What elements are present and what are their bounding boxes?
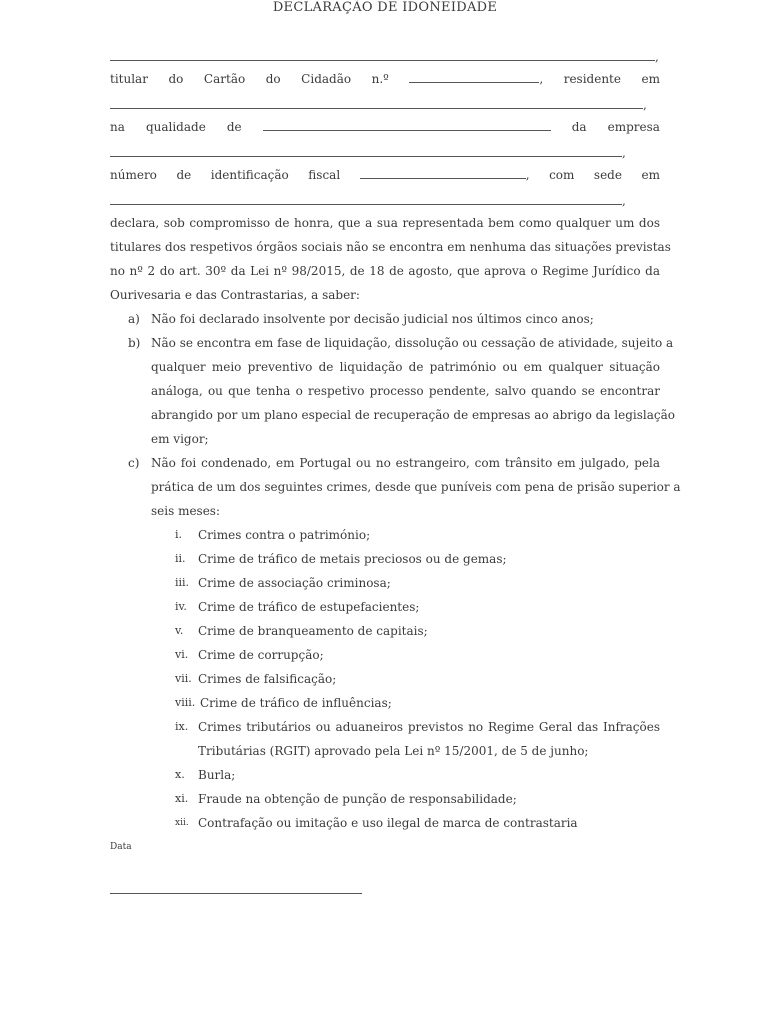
row-word: titular — [110, 72, 148, 86]
row-word: do — [168, 72, 184, 86]
row-word: da — [571, 120, 587, 134]
crime-marker: vii. — [175, 672, 192, 685]
row-word: de — [176, 168, 192, 182]
item-marker: c) — [128, 456, 140, 470]
crime-marker: vi. — [175, 648, 189, 661]
item-line: prática de um dos seguintes crimes, desde que puníveis com pena de prisão superior a — [151, 480, 681, 494]
signature-line[interactable] — [110, 893, 362, 894]
item-marker: a) — [128, 312, 140, 326]
crime-item: Fraude na obtenção de punção de responsabilidade; — [198, 792, 517, 806]
crime-item: Crime de tráfico de influências; — [200, 696, 392, 710]
row-word: qualidade — [145, 120, 206, 134]
item-line: qualquer meio preventivo de liquidação de património ou em qualquer situação — [151, 360, 660, 374]
declaration-paragraph — [110, 211, 671, 307]
item-line: seis meses: — [151, 504, 221, 518]
row-word: com — [549, 168, 575, 182]
crime-marker: xi. — [175, 792, 189, 805]
crime-item: Crime de tráfico de metais preciosos ou de gemas; — [198, 552, 507, 566]
crime-marker: i. — [175, 528, 183, 541]
paragraph-line: declara, sob compromisso de honra, que a sua representada bem como qualquer um dos — [110, 216, 660, 230]
crime-item: Crime de corrupção; — [198, 648, 324, 662]
item-line: abrangido por um plano especial de recuperação de empresas ao abrigo da legislação — [151, 408, 675, 422]
item-line: Não foi condenado, em Portugal ou no estrangeiro, com trânsito em julgado, pela — [151, 456, 660, 470]
tax-id-field[interactable]: , — [360, 167, 530, 183]
row-word: Cartão — [203, 72, 246, 86]
capacity-row — [110, 119, 660, 135]
row-word: identificação — [210, 168, 289, 182]
crime-marker: x. — [175, 768, 185, 781]
row-word: empresa — [607, 120, 660, 134]
row-word: sede — [593, 168, 622, 182]
crime-item: Crimes contra o património; — [198, 528, 371, 542]
row-word: na — [110, 120, 125, 134]
crime-item: Crimes de falsificação; — [198, 672, 337, 686]
crime-item: Crime de tráfico de estupefacientes; — [198, 600, 420, 614]
line-comma: , — [622, 146, 626, 160]
row-word: fiscal — [308, 168, 341, 182]
crime-item-line: Tributárias (RGIT) aprovado pela Lei nº 15/2001, de 5 de junho; — [198, 744, 589, 758]
crime-item: Contrafação ou imitação e uso ilegal de marca de contrastaria — [198, 816, 578, 830]
item-b-text — [151, 331, 675, 451]
capacity-field[interactable] — [263, 119, 551, 135]
line-comma: , — [622, 194, 626, 208]
item-line: análoga, ou que tenha o respetivo processo pendente, salvo quando se encontrar — [151, 384, 660, 398]
paragraph-line: no nº 2 do art. 30º da Lei nº 98/2015, de 18 de agosto, que aprova o Regime Jurídico da — [110, 264, 660, 278]
row-word: n.º — [371, 72, 389, 86]
row-word: número — [110, 168, 157, 182]
crime-marker: v. — [175, 624, 184, 637]
headquarters-field-line[interactable] — [110, 204, 622, 205]
crime-item-ix — [198, 715, 660, 763]
paragraph-line: Ourivesaria e das Contrastarias, a saber: — [110, 288, 360, 302]
company-field-line[interactable] — [110, 156, 622, 157]
item-a-text — [151, 307, 660, 331]
crime-marker: viii. — [175, 696, 196, 709]
item-marker: b) — [128, 336, 141, 350]
item-line: em vigor; — [151, 432, 209, 446]
crime-marker: iii. — [175, 576, 190, 589]
citizen-card-number-field[interactable]: , — [409, 71, 543, 87]
row-word: em — [641, 72, 660, 86]
line-comma: , — [655, 50, 659, 64]
name-field-line[interactable] — [110, 60, 655, 61]
citizen-card-row — [110, 71, 660, 87]
residence-field-line[interactable] — [110, 108, 643, 109]
crime-item: Crime de associação criminosa; — [198, 576, 391, 590]
crime-item: Burla; — [198, 768, 236, 782]
crime-marker: ix. — [175, 720, 189, 733]
item-c-text — [151, 451, 681, 523]
paragraph-line: titulares dos respetivos órgãos sociais não se encontra em nenhuma das situações previstas — [110, 240, 671, 254]
crime-marker: iv. — [175, 600, 187, 613]
crime-item: Crime de branqueamento de capitais; — [198, 624, 428, 638]
crime-marker: xii. — [175, 818, 189, 828]
date-label: Data — [110, 842, 132, 852]
item-line: Não foi declarado insolvente por decisão judicial nos últimos cinco anos; — [151, 312, 594, 326]
line-comma: , — [643, 98, 647, 112]
page-title: DECLARAÇÃO DE IDONEIDADE — [272, 0, 498, 15]
crime-item-line: Crimes tributários ou aduaneiros previstos no Regime Geral das Infrações — [198, 720, 660, 734]
row-word: do — [265, 72, 281, 86]
row-word: Cidadão — [301, 72, 352, 86]
row-word: em — [641, 168, 660, 182]
row-word: residente — [563, 72, 621, 86]
row-word: de — [226, 120, 242, 134]
tax-id-row — [110, 167, 660, 183]
crime-marker: ii. — [175, 552, 186, 565]
item-line: Não se encontra em fase de liquidação, dissolução ou cessação de atividade, sujeito a — [151, 336, 674, 350]
